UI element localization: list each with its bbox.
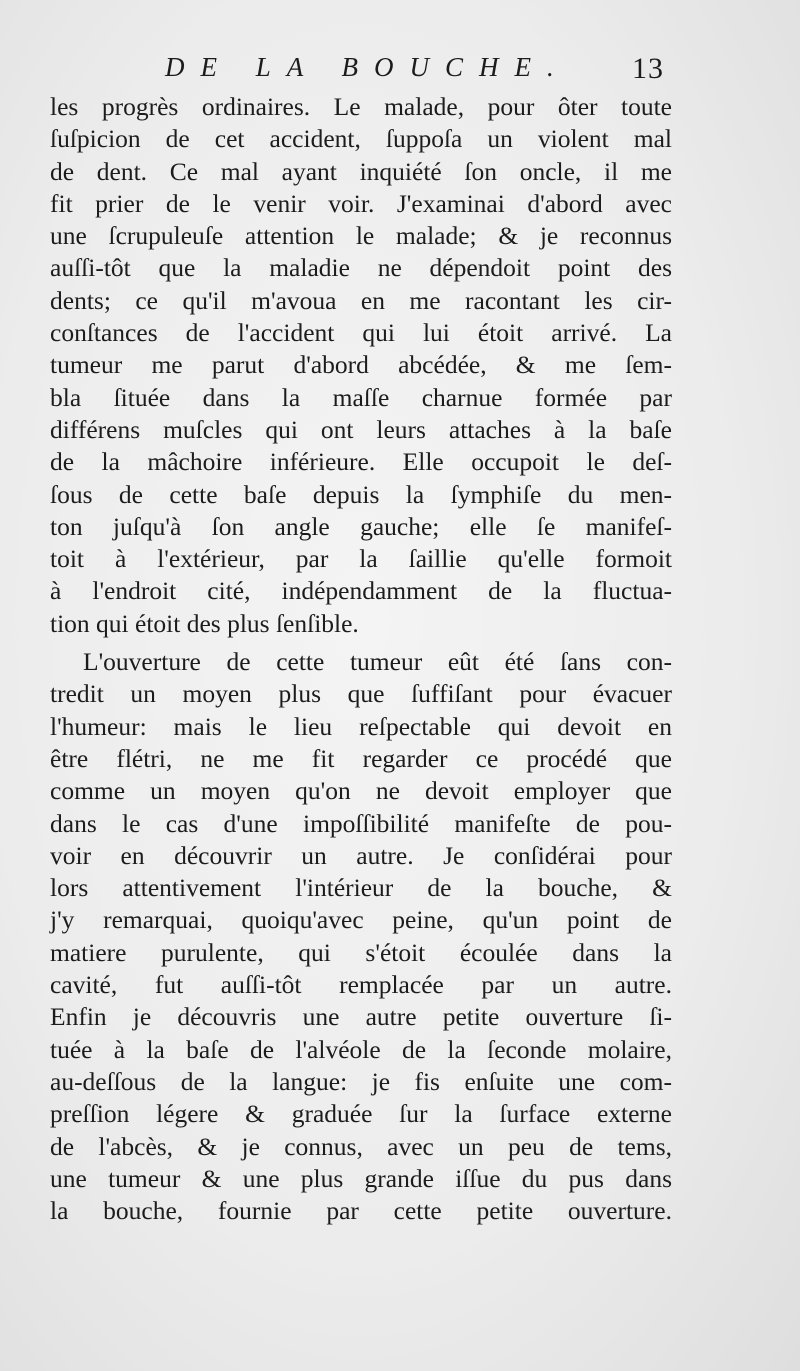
text-line: cavité, fut auſſi-tôt remplacée par un autre. xyxy=(50,970,672,1000)
text-line: preſſion légere & graduée ſur la ſurface externe xyxy=(50,1099,672,1129)
text-line: lors attentivement l'intérieur de la bouche, & xyxy=(50,873,672,903)
paragraph-1 xyxy=(50,91,672,640)
text-line: toit à l'extérieur, par la ſaillie qu'elle formoit xyxy=(50,544,672,574)
text-line: une ſcrupuleuſe attention le malade; & je reconnus xyxy=(50,221,672,251)
text-line: de l'abcès, & je connus, avec un peu de tems, xyxy=(50,1131,672,1161)
body-text xyxy=(50,91,672,1227)
paragraph-2 xyxy=(50,646,672,1227)
text-line: ton juſqu'à ſon angle gauche; elle ſe manifeſ- xyxy=(50,511,672,541)
page-number: 13 xyxy=(632,52,664,85)
text-line: la bouche, fournie par cette petite ouverture. xyxy=(50,1196,672,1226)
text-line: tumeur me parut d'abord abcédée, & me ſem- xyxy=(50,350,672,380)
text-line: Enfin je découvris une autre petite ouverture ſi- xyxy=(50,1002,672,1032)
text-line: dans le cas d'une impoſſibilité manifeſte de pou- xyxy=(50,808,672,838)
text-line: bla ſituée dans la maſſe charnue formée par xyxy=(50,382,672,412)
text-line: tion qui étoit des plus ſenſible. xyxy=(50,608,359,638)
text-line: dents; ce qu'il m'avoua en me racontant les cir- xyxy=(50,285,672,315)
text-line: différens muſcles qui ont leurs attaches à la baſe xyxy=(50,414,672,444)
text-line: à l'endroit cité, indépendamment de la fluctua- xyxy=(50,576,672,606)
text-line: l'humeur: mais le lieu reſpectable qui devoit en xyxy=(50,711,672,741)
text-line: une tumeur & une plus grande iſſue du pus dans xyxy=(50,1163,672,1193)
text-line: de dent. Ce mal ayant inquiété ſon oncle, il me xyxy=(50,156,672,186)
text-line: conſtances de l'accident qui lui étoit arrivé. La xyxy=(50,318,672,348)
text-line: ſuſpicion de cet accident, ſuppoſa un violent mal xyxy=(50,124,672,154)
text-line: tredit un moyen plus que ſuffiſant pour évacuer xyxy=(50,679,672,709)
text-line: L'ouverture de cette tumeur eût été ſans con- xyxy=(83,647,672,677)
text-line: j'y remarquai, quoiqu'avec peine, qu'un point de xyxy=(50,905,672,935)
text-line: être flétri, ne me fit regarder ce procédé que xyxy=(50,743,672,773)
text-line: fit prier de le venir voir. J'examinai d'abord avec xyxy=(50,188,672,218)
text-line: tuée à la baſe de l'alvéole de la ſeconde molaire, xyxy=(50,1034,672,1064)
text-line: auſſi-tôt que la maladie ne dépendoit point des xyxy=(50,253,672,283)
text-line: comme un moyen qu'on ne devoit employer que xyxy=(50,776,672,806)
running-title: DE LA BOUCHE. xyxy=(165,52,570,82)
text-line: ſous de cette baſe depuis la ſymphiſe du men- xyxy=(50,479,672,509)
text-line: voir en découvrir un autre. Je conſidérai pour xyxy=(50,840,672,870)
text-line: matiere purulente, qui s'étoit écoulée dans la xyxy=(50,937,672,967)
text-line: de la mâchoire inférieure. Elle occupoit le deſ- xyxy=(50,447,672,477)
text-line: les progrès ordinaires. Le malade, pour ôter toute xyxy=(50,92,672,121)
page-header xyxy=(0,52,800,96)
text-line: au-deſſous de la langue: je fis enſuite une com- xyxy=(50,1066,672,1096)
